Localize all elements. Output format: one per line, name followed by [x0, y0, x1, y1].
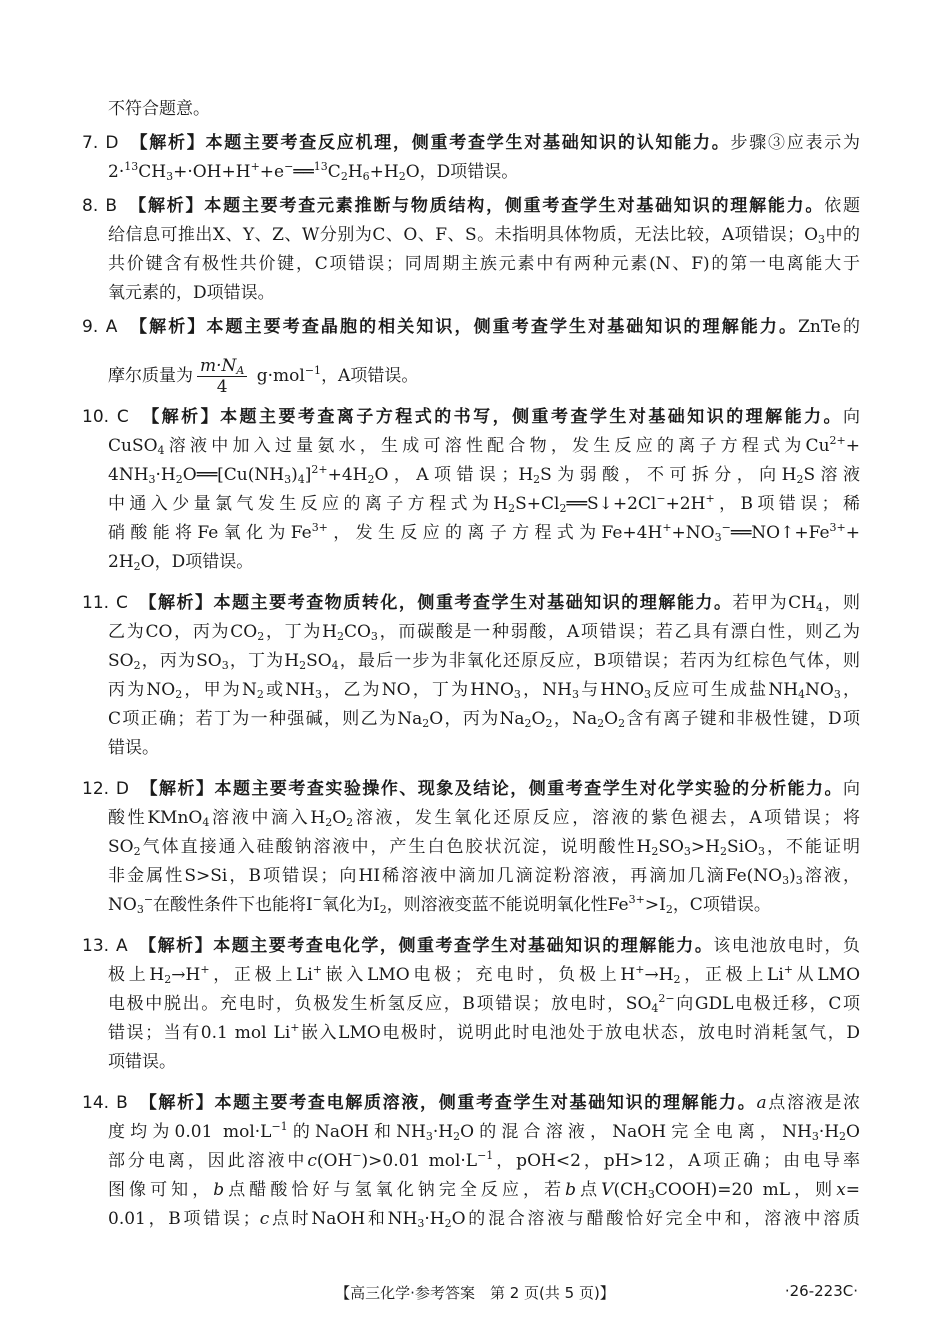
equation-line: $4NH_3\cdot H_2O══[Cu(NH_3)_4]^{2+}+4H_2O$，A项错误；$H_2S$为弱酸，不可拆分，向$H_2S$溶液 [108, 463, 860, 486]
question-7-line: 7. D 【解析】本题主要考查反应机理，侧重考查学生对基础知识的认知能力。步骤③应表示为 [82, 133, 861, 153]
text-line: 丙为$NO_2$，甲为$N_2$或$NH_3$，乙为NO，丁为$HNO_3$，$NH_3$与$HNO_3$反应可生成盐$NH_4NO_3$， [108, 680, 861, 701]
text-line: 错误；当有0.1 mol Li+嵌入LMO电极时，说明此时电池处于放电状态，放电时消耗氢气，D [108, 1021, 860, 1043]
text-line: $SO_2$气体直接通入硅酸钠溶液中，产生白色胶状沉淀，说明酸性$H_2SO_3>H_2SiO_3$，不能证明 [108, 837, 860, 858]
text-line: $2H_2O$，D项错误。 [108, 552, 254, 573]
page-footer [0, 1282, 950, 1306]
question-8-line: 8. B 【解析】本题主要考查元素推断与物质结构，侧重考查学生对基础知识的理解能力。依题 [82, 196, 861, 216]
text-segment: 不符合题意。 [108, 99, 210, 119]
question-9-line: 9. A 【解析】本题主要考查晶胞的相关知识，侧重考查学生对基础知识的理解能力。ZnTe的 [82, 317, 861, 337]
equation-line: 中通入少量氯气发生反应的离子方程式为$H_2S+Cl_2══S↓+2Cl^-+2H^+$，B项错误；稀 [108, 492, 860, 515]
text-line: $NO_3^-$在酸性条件下也能将I−氧化为$I_2$，则溶液变蓝不能说明氧化性$Fe^{3+}>I_2$，C项错误。 [108, 893, 771, 916]
text-line: C项正确；若丁为一种强碱，则乙为$Na_2O$，丙为$Na_2O_2$，$Na_2O_2$含有离子键和非极性键，D项 [108, 709, 860, 730]
text-line: $SO_2$，丙为$SO_3$，丁为$H_2SO_4$，最后一步为非氧化还原反应，B项错误；若丙为红棕色气体，则 [108, 651, 860, 672]
text-line: 极上$H_2\to H^+$，正极上Li+嵌入LMO电极；充电时，负极上$H^+\to H_2$，正极上Li+从LMO [108, 963, 861, 986]
question-12-line: 12. D 【解析】本题主要考查实验操作、现象及结论，侧重考查学生对化学实验的分析能力。向 [82, 779, 861, 799]
text-line: 部分电离，因此溶液中c(OH−)>0.01 $mol\cdot L^{-1}$，pOH<2，pH>12，A项正确；由电导率 [108, 1149, 860, 1171]
text-line: 项错误。 [108, 1052, 176, 1072]
text-line: 度均为0.01 $mol\cdot L^{-1}$的NaOH和$NH_3\cdot H_2O$的混合溶液，NaOH完全电离，$NH_3\cdot H_2O$ [108, 1120, 860, 1143]
footer-code: ·26-223C· [784, 1282, 858, 1300]
text-line: 错误。 [108, 738, 159, 758]
text-line [108, 96, 860, 122]
text-line: 非金属性S>Si，B项错误；向HI稀溶液中滴加几滴淀粉溶液，再滴加几滴$Fe(NO_3)_3$溶液， [108, 866, 860, 887]
molar-mass-line: 摩尔质量为 $\frac{m\cdot N_A}{4}$ g·mol$^{-1}$，A项错误。 [108, 356, 419, 397]
text-line: 酸性KMnO$_4$溶液中滴入$H_2O_2$溶液，发生氧化还原反应，溶液的紫色褪去，A项错误；将 [108, 808, 861, 829]
equation-line: 硝酸能将Fe氧化为$Fe^{3+}$，发生反应的离子方程式为$Fe+4H^++NO_3^-══NO↑+Fe^{3+}+$ [108, 521, 860, 544]
text-line: 0.01，B项错误；c点时NaOH和$NH_3\cdot H_2O$的混合溶液与醋酸恰好完全中和，溶液中溶质 [108, 1209, 861, 1230]
question-10-line: 10. C 【解析】本题主要考查离子方程式的书写，侧重考查学生对基础知识的理解能力。向 [82, 407, 861, 427]
text-line: 电极中脱出。充电时，负极发生析氢反应，B项错误；放电时，$SO_4^{2-}$向GDL电极迁移，C项 [108, 992, 860, 1015]
text-line: 氧元素的，D项错误。 [108, 283, 275, 303]
footer-title: 【高三化学·参考答案 第 2 页(共 5 页)】 [335, 1284, 615, 1302]
equation-line: $2\cdot^{13}CH_3+\cdot OH+H^++e^-══^{13}C_2H_6+H_2O$，D项错误。 [108, 160, 519, 183]
text-line: 图像可知，b点醋酸恰好与氢氧化钠完全反应，若b点$V(CH_3COOH)=20$ mL，则x= [108, 1180, 861, 1201]
question-14-line: 14. B 【解析】本题主要考查电解质溶液，侧重考查学生对基础知识的理解能力。a点溶液是浓 [82, 1093, 861, 1113]
text-line: 共价键含有极性共价键，C项错误；同周期主族元素中有两种元素(N、F)的第一电离能大于 [108, 254, 860, 274]
text-line: 给信息可推出X、Y、Z、W分别为C、O、F、S。未指明具体物质，无法比较，A项错误；$O_3$中的 [108, 225, 860, 246]
question-11-line: 11. C 【解析】本题主要考查物质转化，侧重考查学生对基础知识的理解能力。若甲为$CH_4$，则 [82, 593, 861, 614]
text-line: CuSO$_4$溶液中加入过量氨水，生成可溶性配合物，发生反应的离子方程式为$Cu^{2+}+$ [108, 434, 860, 457]
fraction: $\frac{m\cdot N_A}{4}$ [197, 356, 247, 397]
text-line: 乙为CO，丙为$CO_2$，丁为$H_2CO_3$，而碳酸是一种弱酸，A项错误；若乙具有漂白性，则乙为 [108, 622, 861, 643]
question-13-line: 13. A 【解析】本题主要考查电化学，侧重考查学生对基础知识的理解能力。该电池放电时，负 [82, 936, 861, 956]
